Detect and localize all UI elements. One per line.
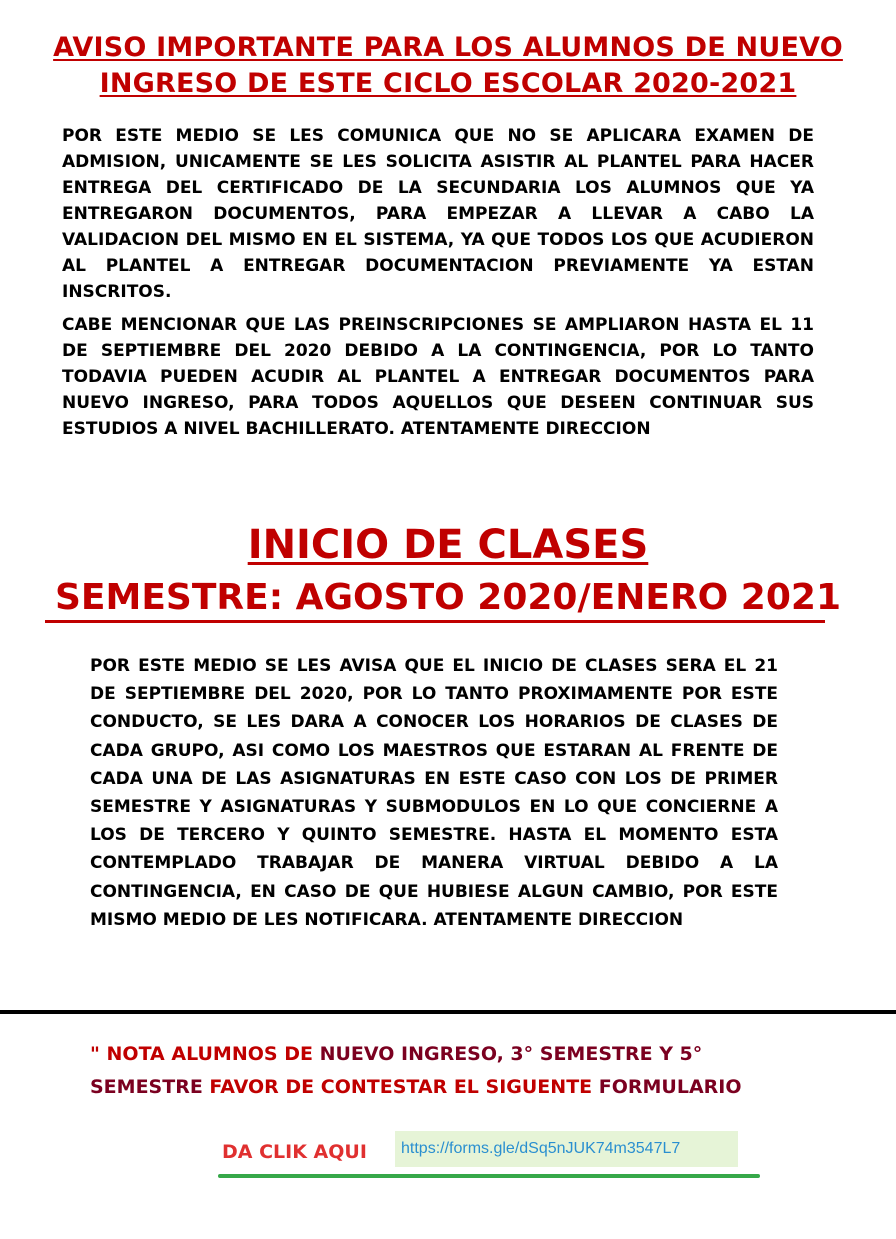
notice-title [20, 30, 876, 102]
link-underline [218, 1174, 760, 1178]
semester-title: SEMESTRE: AGOSTO 2020/ENERO 2021 [54, 577, 841, 618]
notice-title-line1: AVISO IMPORTANTE PARA LOS ALUMNOS DE NUEVO [53, 32, 843, 63]
classes-paragraph: POR ESTE MEDIO SE LES AVISA QUE EL INICIO DE CLASES SERA EL 21 DE SEPTIEMBRE DEL 2020, POR LO TANTO PROXIMAMENTE POR ESTE CONDUCTO, SE LES DARA A CONOCER LOS HORARIOS DE CLASES DE CADA GRUPO, ASI COMO LOS MAESTROS QUE ESTARAN AL FRENTE DE CADA UNA DE LAS ASIGNATURAS EN ESTE CASO CON LOS DE PRIMER SEMESTRE Y ASIGNATURAS Y SUBMODULOS EN LO QUE CONCIERNE A LOS DE TERCERO Y QUINTO SEMESTRE. HASTA EL MOMENTO ESTA CONTEMPLADO TRABAJAR DE MANERA VIRTUAL DEBIDO A LA CONTINGENCIA, EN CASO DE QUE HUBIESE ALGUN CAMBIO, POR ESTE MISMO MEDIO DE LES NOTIFICARA. ATENTAMENTE DIRECCION [90, 656, 778, 930]
form-note-part2: NUEVO INGRESO, 3° SEMESTRE Y 5° SEMESTRE [90, 1043, 703, 1098]
form-note-part4: FORMULARIO [598, 1076, 742, 1098]
form-link[interactable]: https://forms.gle/dSq5nJUK74m3547L7 [395, 1131, 738, 1167]
classes-title [40, 518, 856, 572]
notice-paragraph-2: CABE MENCIONAR QUE LAS PREINSCRIPCIONES SE AMPLIARON HASTA EL 11 DE SEPTIEMBRE DEL 2020 DEBIDO A LA CONTINGENCIA, POR LO TANTO TODAVIA PUEDEN ACUDIR AL PLANTEL A ENTREGAR DOCUMENTOS PARA NUEVO INGRESO, PARA TODOS AQUELLOS QUE DESEEN CONTINUAR SUS ESTUDIOS A NIVEL BACHILLERATO. ATENTAMENTE DIRECCION [62, 315, 814, 439]
notice-paragraph-1: POR ESTE MEDIO SE LES COMUNICA QUE NO SE APLICARA EXAMEN DE ADMISION, UNICAMENTE SE LES SOLICITA ASISTIR AL PLANTEL PARA HACER ENTREGA DEL CERTIFICADO DE LA SECUNDARIA LOS ALUMNOS QUE YA ENTREGARON DOCUMENTOS, PARA EMPEZAR A LLEVAR A CABO LA VALIDACION DEL MISMO EN EL SISTEMA, YA QUE TODOS LOS QUE ACUDIERON AL PLANTEL A ENTREGAR DOCUMENTACION PREVIAMENTE YA ESTAN INSCRITOS. [62, 126, 814, 302]
form-note-part3: FAVOR DE CONTESTAR EL SIGUENTE [202, 1076, 599, 1098]
semester-underline [45, 620, 825, 623]
notice-title-line2: INGRESO DE ESTE CICLO ESCOLAR 2020-2021 [99, 68, 797, 99]
form-note-part1: " NOTA ALUMNOS DE [90, 1043, 320, 1065]
section-divider [0, 1010, 896, 1014]
form-note [90, 1038, 810, 1104]
click-here-label: DA CLIK AQUI [222, 1141, 367, 1163]
classes-title-text: INICIO DE CLASES [247, 522, 649, 568]
